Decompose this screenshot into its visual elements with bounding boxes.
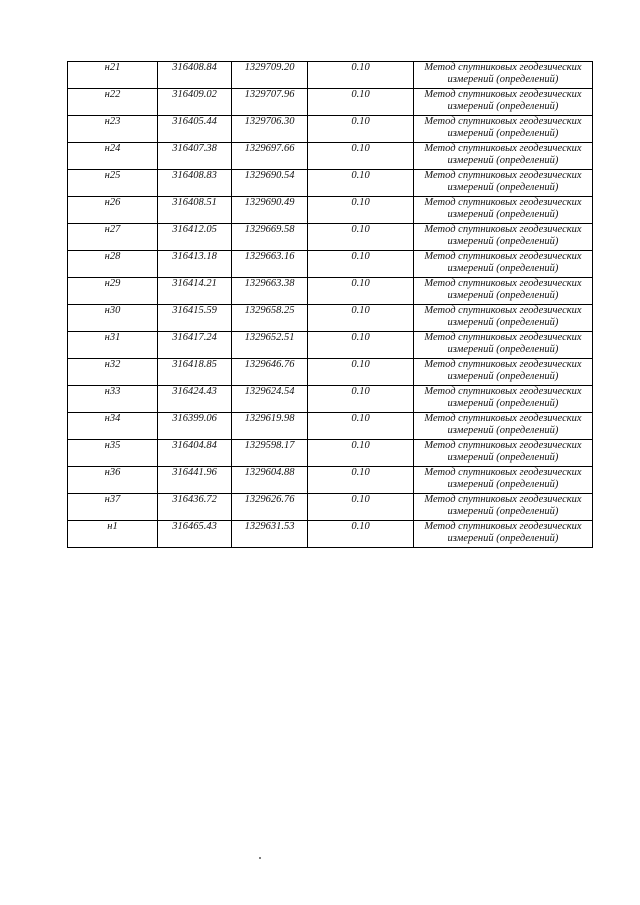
y-coordinate-cell: 1329598.17 xyxy=(232,440,308,467)
method-cell xyxy=(414,143,593,170)
x-coordinate-cell: 316417.24 xyxy=(158,332,232,359)
x-coordinate-cell: 316408.51 xyxy=(158,197,232,224)
point-id-cell: н26 xyxy=(68,197,158,224)
x-coordinate-cell: 316413.18 xyxy=(158,251,232,278)
table-row xyxy=(68,197,593,224)
method-line-1: Метод спутниковых геодезических xyxy=(424,332,582,343)
table-row xyxy=(68,251,593,278)
method-line-2: измерений (определений) xyxy=(447,209,559,220)
table-row xyxy=(68,170,593,197)
method-line-1: Метод спутниковых геодезических xyxy=(424,413,582,424)
method-cell xyxy=(414,359,593,386)
y-coordinate-cell: 1329658.25 xyxy=(232,305,308,332)
point-id-cell: н25 xyxy=(68,170,158,197)
table-row xyxy=(68,359,593,386)
method-line-1: Метод спутниковых геодезических xyxy=(424,143,582,154)
method-cell xyxy=(414,332,593,359)
point-id-cell: н37 xyxy=(68,494,158,521)
method-line-2: измерений (определений) xyxy=(447,263,559,274)
y-coordinate-cell: 1329652.51 xyxy=(232,332,308,359)
y-coordinate-cell: 1329690.54 xyxy=(232,170,308,197)
method-cell xyxy=(414,197,593,224)
x-coordinate-cell: 316441.96 xyxy=(158,467,232,494)
method-line-1: Метод спутниковых геодезических xyxy=(424,359,582,370)
method-line-1: Метод спутниковых геодезических xyxy=(424,305,582,316)
point-id-cell: н36 xyxy=(68,467,158,494)
method-line-2: измерений (определений) xyxy=(447,101,559,112)
method-line-1: Метод спутниковых геодезических xyxy=(424,494,582,505)
point-id-cell: н21 xyxy=(68,62,158,89)
x-coordinate-cell: 316415.59 xyxy=(158,305,232,332)
method-line-2: измерений (определений) xyxy=(447,317,559,328)
table-row xyxy=(68,89,593,116)
y-coordinate-cell: 1329707.96 xyxy=(232,89,308,116)
y-coordinate-cell: 1329697.66 xyxy=(232,143,308,170)
y-coordinate-cell: 1329690.49 xyxy=(232,197,308,224)
x-coordinate-cell: 316404.84 xyxy=(158,440,232,467)
y-coordinate-cell: 1329663.16 xyxy=(232,251,308,278)
method-line-1: Метод спутниковых геодезических xyxy=(424,467,582,478)
method-cell xyxy=(414,440,593,467)
table-row xyxy=(68,278,593,305)
method-cell xyxy=(414,224,593,251)
method-line-1: Метод спутниковых геодезических xyxy=(424,440,582,451)
method-line-1: Метод спутниковых геодезических xyxy=(424,278,582,289)
accuracy-cell: 0.10 xyxy=(308,143,414,170)
method-line-2: измерений (определений) xyxy=(447,182,559,193)
method-cell xyxy=(414,89,593,116)
method-line-2: измерений (определений) xyxy=(447,128,559,139)
accuracy-cell: 0.10 xyxy=(308,89,414,116)
accuracy-cell: 0.10 xyxy=(308,386,414,413)
point-id-cell: н32 xyxy=(68,359,158,386)
table-row xyxy=(68,413,593,440)
y-coordinate-cell: 1329604.88 xyxy=(232,467,308,494)
table-row xyxy=(68,467,593,494)
y-coordinate-cell: 1329631.53 xyxy=(232,521,308,548)
method-cell xyxy=(414,386,593,413)
method-cell xyxy=(414,413,593,440)
y-coordinate-cell: 1329626.76 xyxy=(232,494,308,521)
x-coordinate-cell: 316399.06 xyxy=(158,413,232,440)
method-line-2: измерений (определений) xyxy=(447,533,559,544)
table-row xyxy=(68,116,593,143)
page-dot-mark xyxy=(259,857,261,859)
accuracy-cell: 0.10 xyxy=(308,467,414,494)
x-coordinate-cell: 316436.72 xyxy=(158,494,232,521)
x-coordinate-cell: 316418.85 xyxy=(158,359,232,386)
accuracy-cell: 0.10 xyxy=(308,332,414,359)
method-line-1: Метод спутниковых геодезических xyxy=(424,89,582,100)
coordinates-table-body xyxy=(68,62,593,548)
point-id-cell: н33 xyxy=(68,386,158,413)
x-coordinate-cell: 316465.43 xyxy=(158,521,232,548)
point-id-cell: н27 xyxy=(68,224,158,251)
table-row xyxy=(68,305,593,332)
accuracy-cell: 0.10 xyxy=(308,278,414,305)
method-line-2: измерений (определений) xyxy=(447,398,559,409)
table-row xyxy=(68,494,593,521)
x-coordinate-cell: 316408.84 xyxy=(158,62,232,89)
accuracy-cell: 0.10 xyxy=(308,305,414,332)
method-line-1: Метод спутниковых геодезических xyxy=(424,521,582,532)
point-id-cell: н30 xyxy=(68,305,158,332)
method-line-2: измерений (определений) xyxy=(447,425,559,436)
table-row xyxy=(68,62,593,89)
y-coordinate-cell: 1329619.98 xyxy=(232,413,308,440)
x-coordinate-cell: 316405.44 xyxy=(158,116,232,143)
method-line-2: измерений (определений) xyxy=(447,344,559,355)
method-line-2: измерений (определений) xyxy=(447,452,559,463)
accuracy-cell: 0.10 xyxy=(308,494,414,521)
method-cell xyxy=(414,467,593,494)
table-row xyxy=(68,440,593,467)
y-coordinate-cell: 1329706.30 xyxy=(232,116,308,143)
accuracy-cell: 0.10 xyxy=(308,62,414,89)
method-line-1: Метод спутниковых геодезических xyxy=(424,62,582,73)
y-coordinate-cell: 1329709.20 xyxy=(232,62,308,89)
method-cell xyxy=(414,494,593,521)
accuracy-cell: 0.10 xyxy=(308,170,414,197)
x-coordinate-cell: 316407.38 xyxy=(158,143,232,170)
method-line-2: измерений (определений) xyxy=(447,479,559,490)
method-line-1: Метод спутниковых геодезических xyxy=(424,116,582,127)
method-line-1: Метод спутниковых геодезических xyxy=(424,170,582,181)
method-cell xyxy=(414,251,593,278)
y-coordinate-cell: 1329646.76 xyxy=(232,359,308,386)
x-coordinate-cell: 316408.83 xyxy=(158,170,232,197)
point-id-cell: н31 xyxy=(68,332,158,359)
accuracy-cell: 0.10 xyxy=(308,116,414,143)
method-line-1: Метод спутниковых геодезических xyxy=(424,386,582,397)
method-line-2: измерений (определений) xyxy=(447,371,559,382)
method-cell xyxy=(414,116,593,143)
accuracy-cell: 0.10 xyxy=(308,359,414,386)
method-line-1: Метод спутниковых геодезических xyxy=(424,251,582,262)
table-row xyxy=(68,143,593,170)
coordinates-table xyxy=(67,61,593,548)
table-row xyxy=(68,521,593,548)
accuracy-cell: 0.10 xyxy=(308,251,414,278)
method-line-2: измерений (определений) xyxy=(447,506,559,517)
point-id-cell: н28 xyxy=(68,251,158,278)
method-cell xyxy=(414,305,593,332)
accuracy-cell: 0.10 xyxy=(308,197,414,224)
method-cell xyxy=(414,278,593,305)
accuracy-cell: 0.10 xyxy=(308,440,414,467)
x-coordinate-cell: 316414.21 xyxy=(158,278,232,305)
method-line-1: Метод спутниковых геодезических xyxy=(424,224,582,235)
method-line-2: измерений (определений) xyxy=(447,236,559,247)
method-cell xyxy=(414,521,593,548)
accuracy-cell: 0.10 xyxy=(308,521,414,548)
table-row xyxy=(68,332,593,359)
table-row xyxy=(68,386,593,413)
point-id-cell: н29 xyxy=(68,278,158,305)
x-coordinate-cell: 316424.43 xyxy=(158,386,232,413)
method-line-1: Метод спутниковых геодезических xyxy=(424,197,582,208)
method-line-2: измерений (определений) xyxy=(447,155,559,166)
y-coordinate-cell: 1329663.38 xyxy=(232,278,308,305)
x-coordinate-cell: 316412.05 xyxy=(158,224,232,251)
method-line-2: измерений (определений) xyxy=(447,290,559,301)
accuracy-cell: 0.10 xyxy=(308,413,414,440)
point-id-cell: н24 xyxy=(68,143,158,170)
accuracy-cell: 0.10 xyxy=(308,224,414,251)
y-coordinate-cell: 1329669.58 xyxy=(232,224,308,251)
y-coordinate-cell: 1329624.54 xyxy=(232,386,308,413)
table-row xyxy=(68,224,593,251)
method-cell xyxy=(414,62,593,89)
x-coordinate-cell: 316409.02 xyxy=(158,89,232,116)
point-id-cell: н1 xyxy=(68,521,158,548)
point-id-cell: н22 xyxy=(68,89,158,116)
point-id-cell: н34 xyxy=(68,413,158,440)
method-cell xyxy=(414,170,593,197)
point-id-cell: н35 xyxy=(68,440,158,467)
method-line-2: измерений (определений) xyxy=(447,74,559,85)
point-id-cell: н23 xyxy=(68,116,158,143)
